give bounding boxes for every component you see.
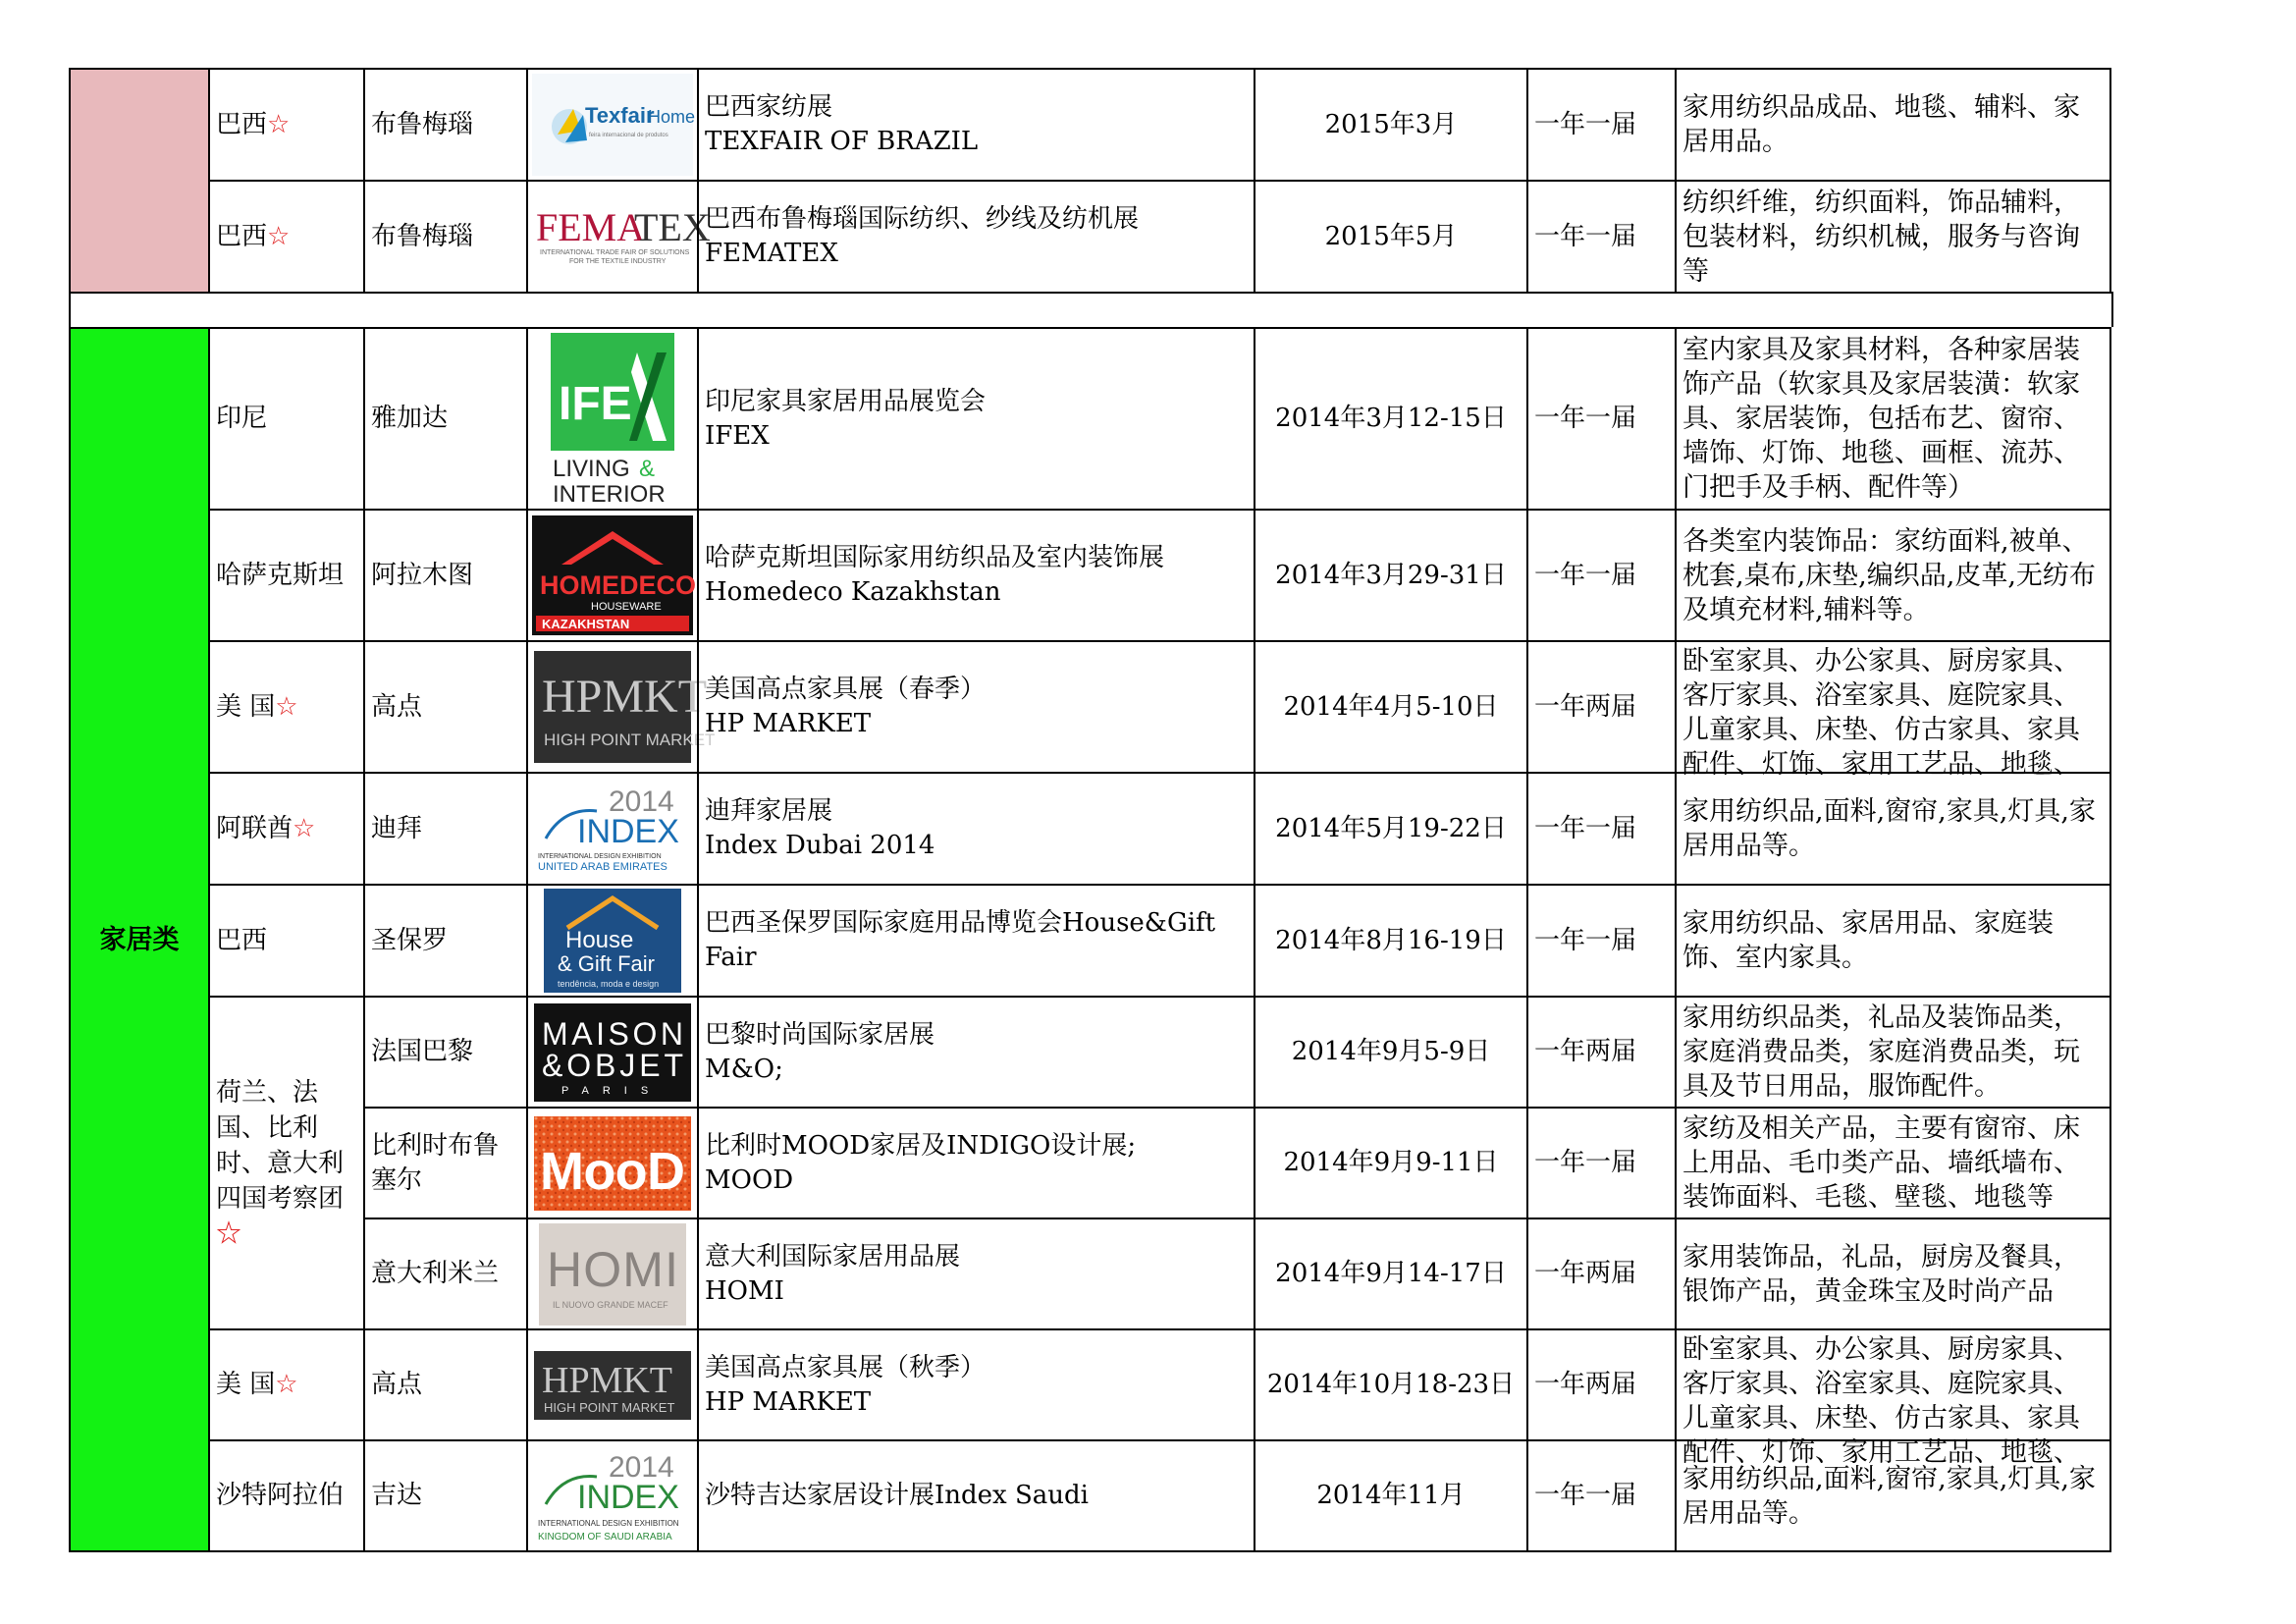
- exhibition-name-cn: 美国高点家具展（秋季）: [705, 1352, 987, 1382]
- exhibition-name-cn: 美国高点家具展（春季）: [705, 675, 987, 704]
- exhibition-name-cell: [697, 640, 1255, 774]
- cycle-cell: 一年一届: [1526, 509, 1677, 642]
- country-text: [216, 1075, 357, 1252]
- mood-logo: [532, 1112, 693, 1214]
- exhibition-name-cn: 巴黎时尚国际家居展: [705, 1019, 935, 1050]
- svg-text:INTERIOR: INTERIOR: [553, 480, 666, 508]
- category-cell: [69, 68, 210, 294]
- city-cell: 阿拉木图: [363, 509, 528, 642]
- date-cell: 2014年10月18-23日: [1254, 1328, 1528, 1441]
- date-cell: 2015年5月: [1254, 180, 1528, 294]
- svg-text:HOUSEWARE: HOUSEWARE: [591, 601, 662, 613]
- house-gift-logo: [532, 890, 693, 992]
- country-text: 阿联酋: [216, 813, 294, 843]
- country-text: 巴西: [216, 221, 268, 251]
- svg-text:MooD: MooD: [540, 1141, 685, 1201]
- country-text: 印尼: [216, 404, 268, 433]
- svg-text:HIGH POINT MARKET: HIGH POINT MARKET: [544, 731, 716, 749]
- homedeco-logo: [532, 514, 697, 636]
- exhibition-name-cn: 巴西家纺展: [705, 92, 833, 122]
- country-cell: [208, 640, 365, 774]
- country-cell: [208, 68, 365, 182]
- country-cell: [208, 509, 365, 642]
- exhibition-name-en: HP MARKET: [705, 1386, 872, 1417]
- cycle-cell: 一年一届: [1526, 1439, 1677, 1552]
- star-icon: ☆: [267, 109, 291, 139]
- maison-objet-logo: [532, 1001, 693, 1103]
- cycle-cell: 一年两届: [1526, 640, 1677, 774]
- svg-text:INTERNATIONAL DESIGN EXHIBITIO: INTERNATIONAL DESIGN EXHIBITION: [538, 1518, 679, 1528]
- star-icon: ☆: [293, 813, 316, 843]
- date-cell: 2014年8月16-19日: [1254, 884, 1528, 998]
- section-home: [69, 327, 2113, 1550]
- svg-text:HIGH POINT MARKET: HIGH POINT MARKET: [544, 1399, 675, 1415]
- category-cell: 家居类: [69, 327, 210, 1552]
- svg-text:&OBJET: &OBJET: [542, 1047, 683, 1083]
- exhibition-name-cell: [697, 884, 1255, 998]
- date-cell: 2014年9月5-9日: [1254, 996, 1528, 1109]
- svg-text:UNITED ARAB EMIRATES: UNITED ARAB EMIRATES: [538, 861, 667, 873]
- exhibition-name-cell: [697, 1218, 1255, 1330]
- date-cell: 2014年3月12-15日: [1254, 327, 1528, 511]
- section-textile: [69, 68, 2113, 292]
- star-icon: ☆: [275, 1370, 298, 1399]
- description-cell: 卧室家具、办公家具、厨房家具、客厅家具、浴室家具、庭院家具、儿童家具、床垫、仿古家具、家具配件、灯饰、家用工艺品、地毯、: [1675, 1328, 2111, 1441]
- city-cell: 意大利米兰: [363, 1218, 528, 1330]
- svg-text:& Gift Fair: & Gift Fair: [558, 951, 656, 976]
- star-icon: ☆: [216, 1218, 242, 1249]
- exhibition-name-cn: 哈萨克斯坦国际家用纺织品及室内装饰展: [705, 543, 1165, 572]
- exhibition-name-cell: [697, 996, 1255, 1109]
- description-cell: 家用装饰品，礼品，厨房及餐具，银饰产品，黄金珠宝及时尚产品: [1675, 1218, 2111, 1330]
- exhibition-name-cn: 意大利国际家居用品展: [705, 1241, 961, 1272]
- svg-text:FOR THE TEXTILE INDUSTRY: FOR THE TEXTILE INDUSTRY: [569, 258, 667, 265]
- description-cell: 家用纺织品类，礼品及装饰品类，家庭消费品类，家庭消费品类，玩具及节日用品，服饰配件。: [1675, 996, 2111, 1109]
- country-cell: [208, 180, 365, 294]
- exhibition-name-cn: 沙特吉达家居设计展Index Saudi: [705, 1481, 1089, 1510]
- logo-cell: [526, 1107, 699, 1219]
- country-text: 美 国: [216, 691, 276, 722]
- cycle-cell: 一年一届: [1526, 884, 1677, 998]
- svg-text:HOMI: HOMI: [547, 1241, 678, 1297]
- logo-cell: [526, 1439, 699, 1552]
- logo-cell: [526, 1218, 699, 1330]
- logo-cell: [526, 640, 716, 774]
- svg-text:INDEX: INDEX: [577, 813, 679, 850]
- exhibition-name-en: HP MARKET: [705, 709, 872, 738]
- description-cell: 卧室家具、办公家具、厨房家具、客厅家具、浴室家具、庭院家具、儿童家具、床垫、仿古家具、家具配件、灯饰、家用工艺品、地毯、: [1675, 640, 2111, 774]
- exhibition-name-en: HOMI: [705, 1275, 784, 1306]
- svg-text:Texfair: Texfair: [585, 103, 655, 128]
- city-cell: 比利时布鲁塞尔: [363, 1107, 528, 1219]
- texfair-logo: [532, 74, 696, 176]
- exhibition-name-cn: 比利时MOOD家居及INDIGO设计展;: [705, 1130, 1137, 1161]
- description-cell: 家用纺织品成品、地毯、辅料、家居用品。: [1675, 68, 2111, 182]
- country-cell: [208, 884, 365, 998]
- svg-text:LIVING: LIVING: [553, 455, 630, 482]
- exhibition-table: [69, 68, 2113, 1550]
- exhibition-name-cn: 迪拜家居展: [705, 796, 833, 826]
- exhibition-name-en: IFEX: [705, 420, 770, 451]
- section-separator: [69, 292, 2113, 327]
- description-cell: 各类室内装饰品：家纺面料,被单、枕套,桌布,床垫,编织品,皮革,无纺布及填充材料,辅料等。: [1675, 509, 2111, 642]
- logo-cell: [526, 884, 699, 998]
- cycle-cell: 一年一届: [1526, 327, 1677, 511]
- exhibition-name-cell: [697, 68, 1255, 182]
- cycle-cell: 一年一届: [1526, 772, 1677, 886]
- city-cell: 高点: [363, 1328, 528, 1441]
- svg-text:KINGDOM OF SAUDI ARABIA: KINGDOM OF SAUDI ARABIA: [538, 1531, 672, 1543]
- cycle-cell: 一年两届: [1526, 996, 1677, 1109]
- city-cell: 布鲁梅瑙: [363, 68, 528, 182]
- logo-cell: [526, 772, 699, 886]
- exhibition-name-en: TEXFAIR OF BRAZIL: [705, 127, 979, 156]
- cycle-cell: 一年两届: [1526, 1218, 1677, 1330]
- svg-text:INTERNATIONAL TRADE FAIR OF SO: INTERNATIONAL TRADE FAIR OF SOLUTIONS: [540, 249, 690, 256]
- date-cell: 2014年9月14-17日: [1254, 1218, 1528, 1330]
- star-icon: ☆: [267, 221, 291, 251]
- country-cell: [208, 996, 365, 1330]
- logo-cell: [526, 509, 699, 642]
- svg-text:House: House: [565, 927, 634, 953]
- date-cell: 2014年4月5-10日: [1254, 640, 1528, 774]
- exhibition-name-cell: [697, 1439, 1255, 1552]
- cycle-cell: 一年两届: [1526, 1328, 1677, 1441]
- exhibition-name-cell: [697, 180, 1255, 294]
- description-cell: 室内家具及家具材料，各种家居装饰产品（软家具及家居装潢：软家具、家居装饰，包括布艺、窗帘、墙饰、灯饰、地毯、画框、流苏、门把手及手柄、配件等）: [1675, 327, 2111, 511]
- city-cell: 布鲁梅瑙: [363, 180, 528, 294]
- country-text: 巴西: [216, 109, 268, 139]
- city-cell: 雅加达: [363, 327, 528, 511]
- homi-logo: [532, 1223, 693, 1325]
- exhibition-name-cn: 巴西圣保罗国际家庭用品博览会House&Gift Fair: [705, 908, 1216, 972]
- date-cell: 2014年11月: [1254, 1439, 1528, 1552]
- svg-text:tendência, moda e design: tendência, moda e design: [558, 979, 660, 989]
- country-text: 美 国: [216, 1370, 276, 1399]
- city-cell: 高点: [363, 640, 528, 774]
- country-text: 巴西: [216, 925, 268, 955]
- exhibition-name-cn: 印尼家具家居用品展览会: [705, 386, 987, 416]
- exhibition-name-en: Index Dubai 2014: [705, 831, 935, 860]
- city-cell: 迪拜: [363, 772, 528, 886]
- svg-text:&: &: [639, 455, 656, 482]
- exhibition-name-cn: 巴西布鲁梅瑙国际纺织、纱线及纺机展: [705, 204, 1140, 234]
- svg-text:HOMEDECO: HOMEDECO: [540, 570, 697, 600]
- cycle-cell: 一年一届: [1526, 1107, 1677, 1219]
- date-cell: 2014年5月19-22日: [1254, 772, 1528, 886]
- country-text: 沙特阿拉伯: [216, 1481, 345, 1510]
- city-cell: 吉达: [363, 1439, 528, 1552]
- city-cell: 圣保罗: [363, 884, 528, 998]
- svg-text:Home: Home: [648, 107, 696, 127]
- country-cell: [208, 772, 365, 886]
- svg-text:feira internacional de produto: feira internacional de produtos: [589, 133, 668, 138]
- logo-cell: [526, 1328, 699, 1441]
- country-cell: [208, 327, 365, 511]
- country-cell: [208, 1328, 365, 1441]
- svg-text:TEX: TEX: [634, 205, 711, 249]
- description-cell: 家用纺织品,面料,窗帘,家具,灯具,家居用品等。: [1675, 1439, 2111, 1552]
- logo-cell: [526, 327, 699, 511]
- svg-text:IFE: IFE: [559, 377, 632, 430]
- hpmkt-logo: [532, 646, 716, 768]
- description-cell: 家用纺织品,面料,窗帘,家具,灯具,家居用品等。: [1675, 772, 2111, 886]
- city-cell: 法国巴黎: [363, 996, 528, 1109]
- ifex-logo: [532, 333, 693, 508]
- logo-cell: [526, 68, 699, 182]
- svg-text:2014: 2014: [609, 785, 674, 818]
- exhibition-name-en: FEMATEX: [705, 239, 838, 268]
- logo-cell: [526, 996, 699, 1109]
- exhibition-name-en: M&O;: [705, 1054, 783, 1084]
- svg-text:2014: 2014: [609, 1450, 674, 1484]
- exhibition-name-cell: [697, 327, 1255, 511]
- description-cell: 家纺及相关产品，主要有窗帘、床上用品、毛巾类产品、墙纸墙布、装饰面料、毛毯、壁毯、地毯等: [1675, 1107, 2111, 1219]
- svg-text:HPMKT: HPMKT: [542, 671, 708, 723]
- index-logo: [532, 1445, 693, 1546]
- description-cell: 家用纺织品、家居用品、家庭装饰、室内家具。: [1675, 884, 2111, 998]
- exhibition-name-cell: [697, 509, 1255, 642]
- svg-text:PARIS: PARIS: [561, 1084, 663, 1097]
- svg-text:INTERNATIONAL DESIGN EXHIBITIO: INTERNATIONAL DESIGN EXHIBITION: [538, 853, 662, 860]
- cycle-cell: 一年一届: [1526, 68, 1677, 182]
- date-cell: 2015年3月: [1254, 68, 1528, 182]
- star-icon: ☆: [275, 691, 298, 722]
- svg-text:KAZAKHSTAN: KAZAKHSTAN: [542, 617, 630, 631]
- exhibition-name-cell: [697, 1328, 1255, 1441]
- logo-cell: [526, 180, 711, 294]
- country-text: 哈萨克斯坦: [216, 560, 345, 590]
- exhibition-name-cell: [697, 772, 1255, 886]
- exhibition-name-en: Homedeco Kazakhstan: [705, 577, 1001, 607]
- country-cell: [208, 1439, 365, 1552]
- description-cell: 纺织纤维，纺织面料，饰品辅料，包装材料，纺织机械，服务与咨询等: [1675, 180, 2111, 294]
- group-country-text: 荷兰、法国、比利时、意大利四国考察团: [216, 1077, 345, 1214]
- hpmkt-logo: [532, 1334, 693, 1435]
- cycle-cell: 一年一届: [1526, 180, 1677, 294]
- svg-text:INDEX: INDEX: [577, 1478, 679, 1516]
- svg-text:FEMA: FEMA: [536, 205, 646, 249]
- date-cell: 2014年9月9-11日: [1254, 1107, 1528, 1219]
- svg-text:MAISON: MAISON: [542, 1015, 683, 1052]
- index-logo: [532, 778, 693, 880]
- fematex-logo: [532, 186, 711, 288]
- exhibition-name-en: MOOD: [705, 1164, 794, 1195]
- exhibition-name-cell: [697, 1107, 1255, 1219]
- date-cell: 2014年3月29-31日: [1254, 509, 1528, 642]
- svg-text:IL NUOVO GRANDE MACEF: IL NUOVO GRANDE MACEF: [553, 1299, 668, 1310]
- svg-text:HPMKT: HPMKT: [542, 1359, 673, 1401]
